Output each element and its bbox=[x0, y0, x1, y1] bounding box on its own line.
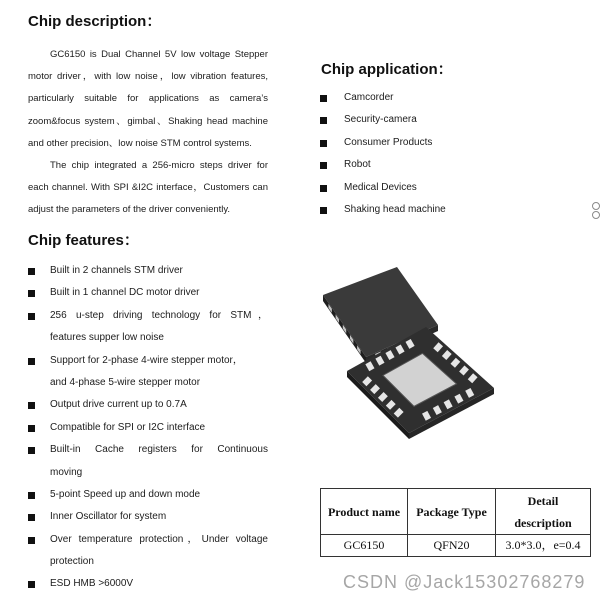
spec-table bbox=[320, 488, 591, 557]
table-row bbox=[321, 535, 591, 557]
feature-line: moving bbox=[50, 466, 83, 478]
square-bullet-icon bbox=[320, 117, 327, 124]
feature-item bbox=[28, 573, 268, 595]
square-bullet-icon bbox=[28, 514, 35, 521]
square-bullet-icon bbox=[28, 581, 35, 588]
description-line: adjust the parameters of the driver conveniently. bbox=[28, 204, 231, 216]
application-label: Shaking head machine bbox=[344, 203, 446, 215]
features-list bbox=[28, 260, 268, 596]
description-line: and other precision、low noise STM control systems. bbox=[28, 137, 252, 149]
ring-shape bbox=[592, 211, 600, 219]
application-label: Robot bbox=[344, 159, 371, 171]
feature-item bbox=[28, 350, 268, 395]
feature-item bbox=[28, 305, 268, 350]
ring-shape bbox=[592, 202, 600, 210]
feature-line: Compatible for SPI or I2C interface bbox=[50, 421, 206, 433]
square-bullet-icon bbox=[28, 492, 35, 499]
feature-line: 256 u-step driving technology for STM， bbox=[50, 309, 268, 321]
application-list bbox=[320, 87, 520, 221]
feature-line: Support for 2-phase 4-wire stepper motor， bbox=[50, 354, 243, 366]
description-line: zoom&focus system、gimbal、Shaking head machine bbox=[28, 115, 268, 127]
application-item bbox=[320, 199, 520, 221]
table-header-cell: Detail description bbox=[496, 489, 591, 535]
feature-line: Built in 1 channel DC motor driver bbox=[50, 287, 200, 299]
square-bullet-icon bbox=[28, 447, 35, 454]
application-item bbox=[320, 177, 520, 199]
feature-item bbox=[28, 282, 268, 304]
application-label: Camcorder bbox=[344, 92, 394, 103]
feature-item bbox=[28, 484, 268, 506]
table-cell: QFN20 bbox=[408, 535, 496, 557]
feature-line: Built in 2 channels STM driver bbox=[50, 265, 183, 276]
application-item bbox=[320, 154, 520, 176]
description-heading: Chip description： bbox=[28, 13, 162, 30]
feature-line: Built-in Cache registers for Continuous bbox=[50, 444, 268, 456]
feature-line: and 4-phase 5-wire stepper motor bbox=[50, 376, 201, 388]
table-header-cell: Package Type bbox=[408, 489, 496, 535]
application-item bbox=[320, 132, 520, 154]
feature-line: 5-point Speed up and down mode bbox=[50, 488, 201, 500]
features-heading: Chip features： bbox=[28, 232, 139, 249]
feature-item bbox=[28, 529, 268, 574]
feature-line: Inner Oscillator for system bbox=[50, 511, 167, 523]
feature-line: protection bbox=[50, 556, 94, 568]
square-bullet-icon bbox=[320, 140, 327, 147]
side-toolbar-icon[interactable] bbox=[592, 202, 600, 220]
application-label: Security-camera bbox=[344, 114, 417, 126]
feature-item bbox=[28, 417, 268, 439]
application-label: Consumer Products bbox=[344, 136, 433, 148]
description-paragraph bbox=[28, 44, 268, 222]
application-item bbox=[320, 109, 520, 131]
application-heading: Chip application： bbox=[321, 61, 453, 78]
description-line: GC6150 is Dual Channel 5V low voltage Stepper bbox=[50, 49, 268, 60]
qfn-chip-package-image bbox=[305, 255, 505, 445]
square-bullet-icon bbox=[28, 425, 35, 432]
description-line: each channel. With SPI &I2C interface，Customers can bbox=[28, 182, 268, 194]
feature-line: ESD HMB >6000V bbox=[50, 578, 134, 590]
feature-line: features supper low noise bbox=[50, 332, 164, 344]
feature-item bbox=[28, 506, 268, 528]
square-bullet-icon bbox=[320, 162, 327, 169]
application-item bbox=[320, 87, 520, 109]
feature-item bbox=[28, 394, 268, 416]
watermark: CSDN @Jack15302768279 bbox=[343, 572, 586, 592]
square-bullet-icon bbox=[28, 402, 35, 409]
square-bullet-icon bbox=[28, 313, 35, 320]
table-cell: 3.0*3.0，e=0.4 bbox=[496, 535, 591, 557]
square-bullet-icon bbox=[320, 207, 327, 214]
square-bullet-icon bbox=[28, 537, 35, 544]
description-line: The chip integrated a 256-micro steps driver for bbox=[50, 159, 268, 171]
feature-item bbox=[28, 439, 268, 484]
feature-line: Output drive current up to 0.7A bbox=[50, 399, 187, 411]
description-line: particularly suitable for applications as camera’s bbox=[28, 93, 268, 105]
feature-item bbox=[28, 260, 268, 282]
square-bullet-icon bbox=[28, 358, 35, 365]
table-header-row bbox=[321, 489, 591, 535]
description-line: motor driver，with low noise，low vibration features, bbox=[28, 71, 268, 83]
square-bullet-icon bbox=[28, 290, 35, 297]
square-bullet-icon bbox=[28, 268, 35, 275]
table-cell: GC6150 bbox=[321, 535, 408, 557]
feature-line: Over temperature protection，Under voltage bbox=[50, 533, 268, 545]
application-label: Medical Devices bbox=[344, 181, 417, 193]
table-header-cell: Product name bbox=[321, 489, 408, 535]
square-bullet-icon bbox=[320, 185, 327, 192]
square-bullet-icon bbox=[320, 95, 327, 102]
